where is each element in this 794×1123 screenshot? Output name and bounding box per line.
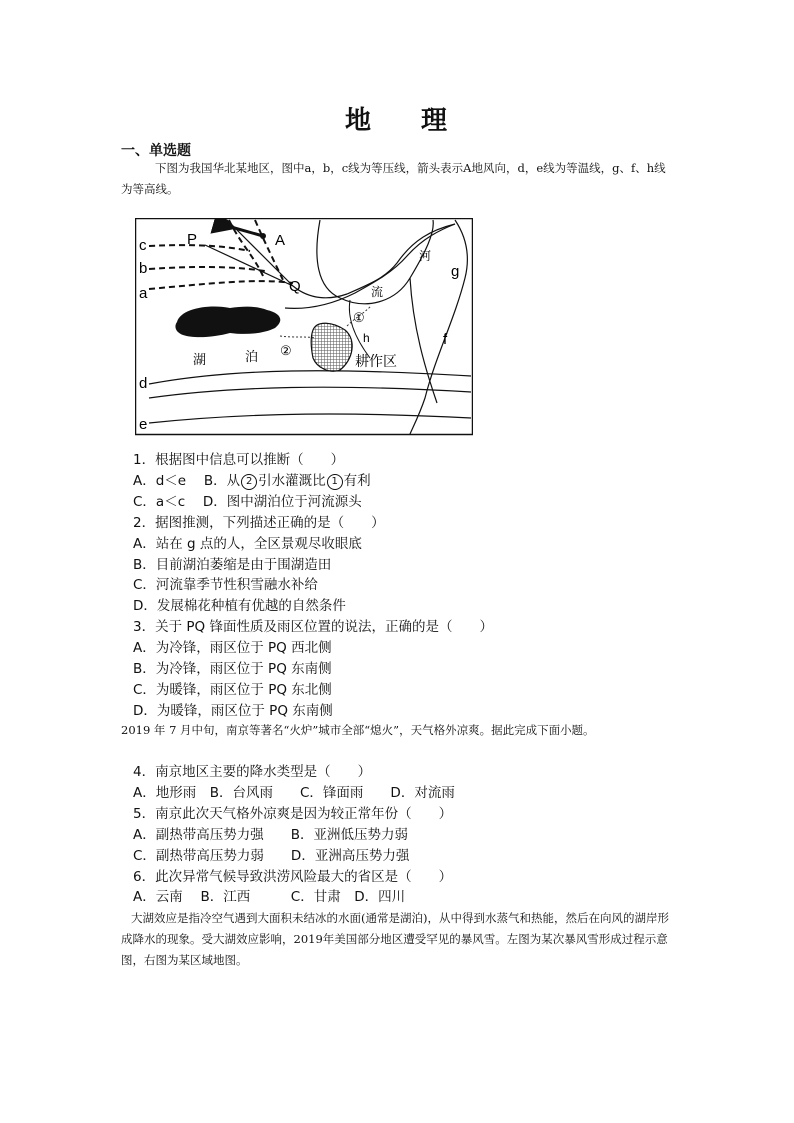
page-title	[0, 100, 794, 137]
q5-stem: 5．南京此次天气格外凉爽是因为较正常年份（ ）	[133, 805, 453, 822]
label-d: d	[139, 375, 148, 392]
section-heading: 一、单选题	[121, 143, 191, 159]
title-char-1: 地	[344, 106, 373, 136]
label-g: g	[451, 263, 460, 280]
q2-option-a: A．站在 g 点的人，全区景观尽收眼底	[133, 535, 362, 552]
q6-options: A．云南 B．江西 C．甘肃 D．四川	[133, 889, 406, 906]
label-lake-2: 泊	[245, 349, 259, 364]
label-river-1: 河	[419, 249, 432, 263]
question-group-1	[133, 450, 673, 722]
label-circle-2: ②	[280, 343, 292, 358]
q2-stem: 2．据图推测，下列描述正确的是（ ）	[133, 514, 385, 531]
title-char-2: 理	[421, 106, 450, 136]
q6-stem: 6．此次异常气候导致洪涝风险最大的省区是（ ）	[133, 868, 453, 885]
q4-options: A．地形雨 B．台风雨 C．锋面雨 D．对流雨	[133, 784, 455, 801]
map-figure	[135, 218, 473, 436]
channel-2	[280, 336, 315, 338]
label-b: b	[139, 260, 148, 277]
q5-options-cd: C．副热带高压势力弱 D．亚洲高压势力强	[133, 847, 410, 864]
label-circle-1: ①	[353, 310, 365, 325]
label-c: c	[139, 237, 147, 254]
isobar-b	[149, 267, 265, 271]
label-river-2: 流	[371, 285, 384, 299]
label-a-point: A	[275, 232, 286, 249]
isotherm-d-lower	[149, 387, 471, 398]
label-h: h	[363, 331, 370, 345]
label-p: P	[187, 231, 198, 248]
q5-options-ab: A．副热带高压势力强 B．亚洲低压势力弱	[133, 826, 408, 843]
isotherm-d-upper	[149, 371, 471, 384]
q3-option-c: C．为暖锋，雨区位于 PQ 东北侧	[133, 681, 332, 698]
isotherm-e	[149, 414, 471, 423]
label-farm: 耕作区	[355, 353, 397, 369]
q2-option-c: C．河流靠季节性积雪融水补给	[133, 577, 318, 594]
q1-stem: 1．根据图中信息可以推断（ ）	[133, 452, 345, 468]
q2-option-d: D．发展棉花种植有优越的自然条件	[133, 598, 346, 615]
question-group-2	[133, 762, 673, 908]
isobar-a	[149, 281, 293, 289]
lake-shape	[175, 307, 280, 338]
intro-paragraph-3	[121, 908, 674, 971]
intro-1-text: 下图为我国华北某地区，图中a，b，c线为等压线，箭头表示A地风向，d，e线为等温线，g、f、h线为等高线。	[121, 161, 666, 196]
q1-options-ab: A．d＜e B．从 2 引水灌溉比 1 有利	[133, 472, 371, 489]
label-q: Q	[289, 278, 301, 295]
q2-option-b: B．目前湖泊萎缩是由于围湖造田	[133, 556, 332, 573]
label-a: a	[139, 285, 148, 302]
q3-option-d: D．为暖锋，雨区位于 PQ 东南侧	[133, 702, 333, 719]
point-a-dot	[260, 233, 266, 239]
intro-paragraph-2: 2019 年 7 月中旬，南京等著名“火炉”城市全部“熄火”，天气格外凉爽。据此完成下面小题。	[121, 723, 595, 737]
q3-option-a: A．为冷锋，雨区位于 PQ 西北侧	[133, 640, 332, 657]
label-f: f	[443, 331, 448, 348]
label-lake-1: 湖	[193, 352, 207, 367]
isobar-c	[149, 245, 250, 251]
label-e: e	[139, 416, 148, 433]
farm-area	[311, 323, 352, 371]
intro-3-text: 大湖效应是指冷空气遇到大面积未结冰的水面(通常是湖泊)，从中得到水蒸气和热能，然后在向风的湖岸形成降水的现象。受大湖效应影响，2019年美国部分地区遭受罕见的暴风雪。左图为某次暴风雪形成过程示意图，右图为某区域地图。	[121, 911, 669, 967]
q3-option-b: B．为冷锋，雨区位于 PQ 东南侧	[133, 661, 332, 678]
q4-stem: 4．南京地区主要的降水类型是（ ）	[133, 764, 372, 780]
intro-paragraph-1	[121, 158, 674, 200]
q1-options-cd: C．a＜c D．图中湖泊位于河流源头	[133, 493, 362, 510]
q3-stem: 3．关于 PQ 锋面性质及雨区位置的说法，正确的是（ ）	[133, 619, 493, 636]
contour-f	[410, 278, 437, 403]
